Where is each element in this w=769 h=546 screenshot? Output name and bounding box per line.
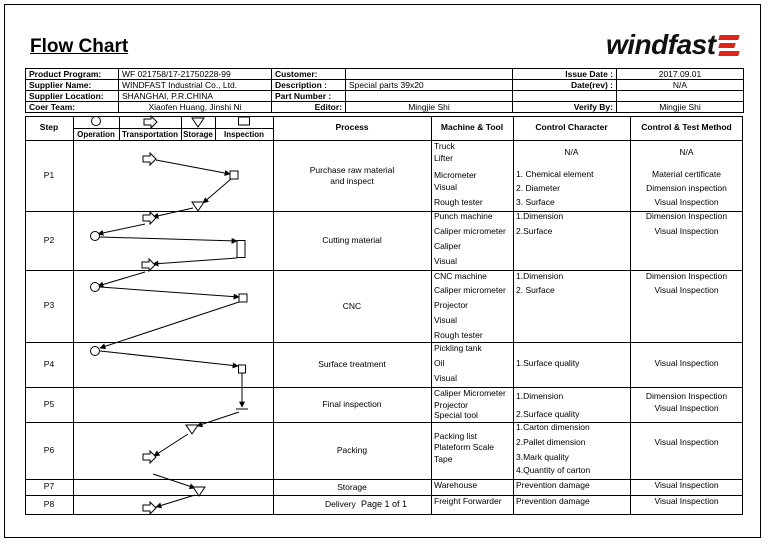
step-label: P5 <box>43 398 55 409</box>
storage-symbol <box>192 202 204 211</box>
machine-tool-item: Plateform Scale <box>434 442 494 452</box>
storage-symbol <box>186 425 198 434</box>
step-label: P4 <box>43 358 55 369</box>
flow-arrow <box>98 272 145 286</box>
blank-cell <box>513 91 617 102</box>
step-label: P6 <box>43 444 55 455</box>
operation-symbol <box>92 117 101 126</box>
date-rev-value: N/A <box>617 80 744 91</box>
machine-tool-item: Caliper micrometer <box>434 226 506 236</box>
step-label: P8 <box>43 498 55 509</box>
test-method-item: Visual Inspection <box>654 480 719 490</box>
col-inspection: Inspection <box>223 130 264 139</box>
blank-cell <box>617 91 744 102</box>
grid-line <box>25 514 743 515</box>
description-label: Description : <box>272 80 346 91</box>
control-character-item: 3.Mark quality <box>516 452 569 462</box>
control-character-item: 1.Dimension <box>516 391 564 401</box>
control-character-item: 2.Pallet dimension <box>516 437 586 447</box>
flow-arrow <box>100 287 239 297</box>
machine-tool-item: Visual <box>434 182 457 192</box>
col-machine: Machine & Tool <box>440 122 504 132</box>
machine-tool-item: Special tool <box>434 410 478 420</box>
page-number: Page 1 of 1 <box>361 499 408 509</box>
flow-arrow <box>100 237 237 241</box>
machine-tool-item: Caliper <box>434 241 461 251</box>
operation-symbol <box>91 232 100 241</box>
col-storage: Storage <box>183 130 213 139</box>
editor-value: Mingjie Shi <box>346 102 513 113</box>
machine-tool-item: Pickling tank <box>434 343 482 353</box>
flow-arrow <box>153 474 195 488</box>
verify-by-value: Mingjie Shi <box>617 102 744 113</box>
flow-table <box>25 116 743 514</box>
inspection-symbol <box>237 241 245 258</box>
inspection-symbol <box>239 294 247 302</box>
machine-tool-item: Packing list <box>434 431 477 441</box>
coer-team-label: Coer Team: <box>26 102 119 113</box>
step-label: P2 <box>43 234 55 245</box>
col-method: Control & Test Method <box>641 122 732 132</box>
step-label: P3 <box>43 300 55 310</box>
col-step: Step <box>39 122 59 132</box>
machine-tool-item: Freight Forwarder <box>434 496 502 506</box>
test-method-item: Dimension inspection <box>646 183 727 193</box>
header-table <box>25 68 744 113</box>
flow-arrow <box>203 179 231 203</box>
process-label: Packing <box>336 445 368 455</box>
control-character-item: 1.Surface quality <box>516 358 580 368</box>
operation-symbol <box>91 347 100 356</box>
supplier-location-value: SHANGHAI, P.R.CHINA <box>119 91 272 102</box>
flow-arrow <box>100 302 239 348</box>
control-character-item: Prevention damage <box>516 480 590 490</box>
date-rev-label: Date(rev) : <box>513 80 617 91</box>
control-character-item: 2.Surface quality <box>516 409 580 419</box>
machine-tool-item: Visual <box>434 256 457 266</box>
test-method-item: Visual Inspection <box>654 403 719 413</box>
process-label: Surface treatment <box>318 359 386 369</box>
control-character-item: 1. Chemical element <box>516 169 594 179</box>
control-character-item: 1.Dimension <box>516 211 564 221</box>
transportation-symbol <box>144 116 157 128</box>
machine-tool-item: Visual <box>434 315 457 325</box>
test-method-item: Dimension Inspection <box>645 211 728 221</box>
test-method-item: Visual Inspection <box>654 197 719 207</box>
machine-tool-item: Punch machine <box>434 211 493 221</box>
control-character-item: N/A <box>564 147 579 157</box>
test-method-item: Dimension Inspection <box>645 271 728 281</box>
customer-label: Customer: <box>272 69 346 80</box>
windfast-logo <box>606 30 740 60</box>
col-transportation: Transportation <box>121 130 178 139</box>
test-method-item: Visual Inspection <box>654 358 719 368</box>
transportation-symbol <box>143 212 156 224</box>
step-label: P1 <box>43 169 55 180</box>
flow-diagram <box>25 116 743 514</box>
machine-tool-item: Projector <box>434 400 469 410</box>
part-number-label: Part Number : <box>272 91 346 102</box>
editor-label: Editor: <box>272 102 346 113</box>
col-process: Process <box>335 122 369 132</box>
machine-tool-item: Rough tester <box>434 330 483 340</box>
machine-tool-item: Caliper Micrometer <box>434 388 506 398</box>
test-method-item: Material certificate <box>652 169 721 179</box>
control-character-item: 2. Diameter <box>516 183 560 193</box>
transportation-symbol <box>143 153 156 165</box>
transportation-symbol <box>143 502 156 514</box>
col-control: Control Character <box>535 122 608 132</box>
customer-value <box>346 69 513 80</box>
verify-by-label: Verify By: <box>513 102 617 113</box>
supplier-location-label: Supplier Location: <box>26 91 119 102</box>
transportation-symbol <box>143 451 156 463</box>
machine-tool-item: Warehouse <box>434 480 478 490</box>
machine-tool-item: Truck <box>434 141 455 151</box>
control-character-item: 2.Surface <box>516 226 553 236</box>
machine-tool-item: Tape <box>434 454 453 464</box>
test-method-item: Visual Inspection <box>654 226 719 236</box>
process-label: Storage <box>337 481 367 492</box>
control-character-item: 4.Quantity of carton <box>516 465 591 475</box>
flow-arrow <box>98 224 145 234</box>
test-method-item: Dimension Inspection <box>645 391 728 401</box>
flow-arrow <box>154 434 188 456</box>
inspection-symbol <box>239 365 246 373</box>
test-method-item: N/A <box>679 147 694 157</box>
supplier-name-label: Supplier Name: <box>26 80 119 91</box>
control-character-item: 3. Surface <box>516 197 555 207</box>
flow-arrow <box>153 208 193 217</box>
transportation-symbol <box>142 259 155 271</box>
process-label: Final inspection <box>322 399 382 409</box>
issue-date-label: Issue Date : <box>513 69 617 80</box>
machine-tool-item: Projector <box>434 300 469 310</box>
logo-e-mark <box>719 35 739 57</box>
coer-team-value: Xiaofen Huang, Jinshi Ni <box>119 102 272 113</box>
flow-arrow <box>156 160 230 174</box>
product-program-value: WF 021758/17-21750228-99 <box>119 69 272 80</box>
page-title: Flow Chart <box>30 36 129 57</box>
machine-tool-item: Rough tester <box>434 197 483 207</box>
machine-tool-item: Oil <box>434 358 445 368</box>
part-number-value <box>346 91 513 102</box>
flow-arrow <box>197 412 239 426</box>
process-label: Purchase raw material and inspect <box>309 164 395 186</box>
flow-arrow <box>100 351 238 366</box>
process-label: Delivery <box>325 499 356 509</box>
control-character-item: 1.Carton dimension <box>516 422 590 432</box>
machine-tool-item: Lifter <box>434 153 453 163</box>
issue-date-value: 2017.09.01 <box>617 69 744 80</box>
product-program-label: Product Program: <box>26 69 119 80</box>
machine-tool-item: Micrometer <box>434 170 477 180</box>
control-character-item: Prevention damage <box>516 496 590 506</box>
machine-tool-item: Caliper micrometer <box>434 285 506 295</box>
test-method-item: Visual Inspection <box>654 437 719 447</box>
inspection-symbol <box>230 171 238 179</box>
inspection-symbol <box>239 117 250 125</box>
control-character-item: 2. Surface <box>516 285 555 295</box>
logo-text: windfast <box>606 29 716 60</box>
machine-tool-item: Visual <box>434 373 457 383</box>
description-value: Special parts 39x20 <box>346 80 513 91</box>
machine-tool-item: CNC machine <box>434 271 487 281</box>
control-character-item: 1.Dimension <box>516 271 564 281</box>
flow-arrow <box>153 258 237 264</box>
test-method-item: Visual Inspection <box>654 496 719 506</box>
process-label: CNC <box>342 300 362 311</box>
process-label: Cutting material <box>322 235 382 245</box>
col-operation: Operation <box>77 130 115 139</box>
operation-symbol <box>91 283 100 292</box>
step-label: P7 <box>43 481 55 491</box>
storage-symbol <box>192 118 204 127</box>
test-method-item: Visual Inspection <box>654 285 719 295</box>
supplier-name-value: WINDFAST Industrial Co., Ltd. <box>119 80 272 91</box>
flow-arrow <box>156 495 195 507</box>
